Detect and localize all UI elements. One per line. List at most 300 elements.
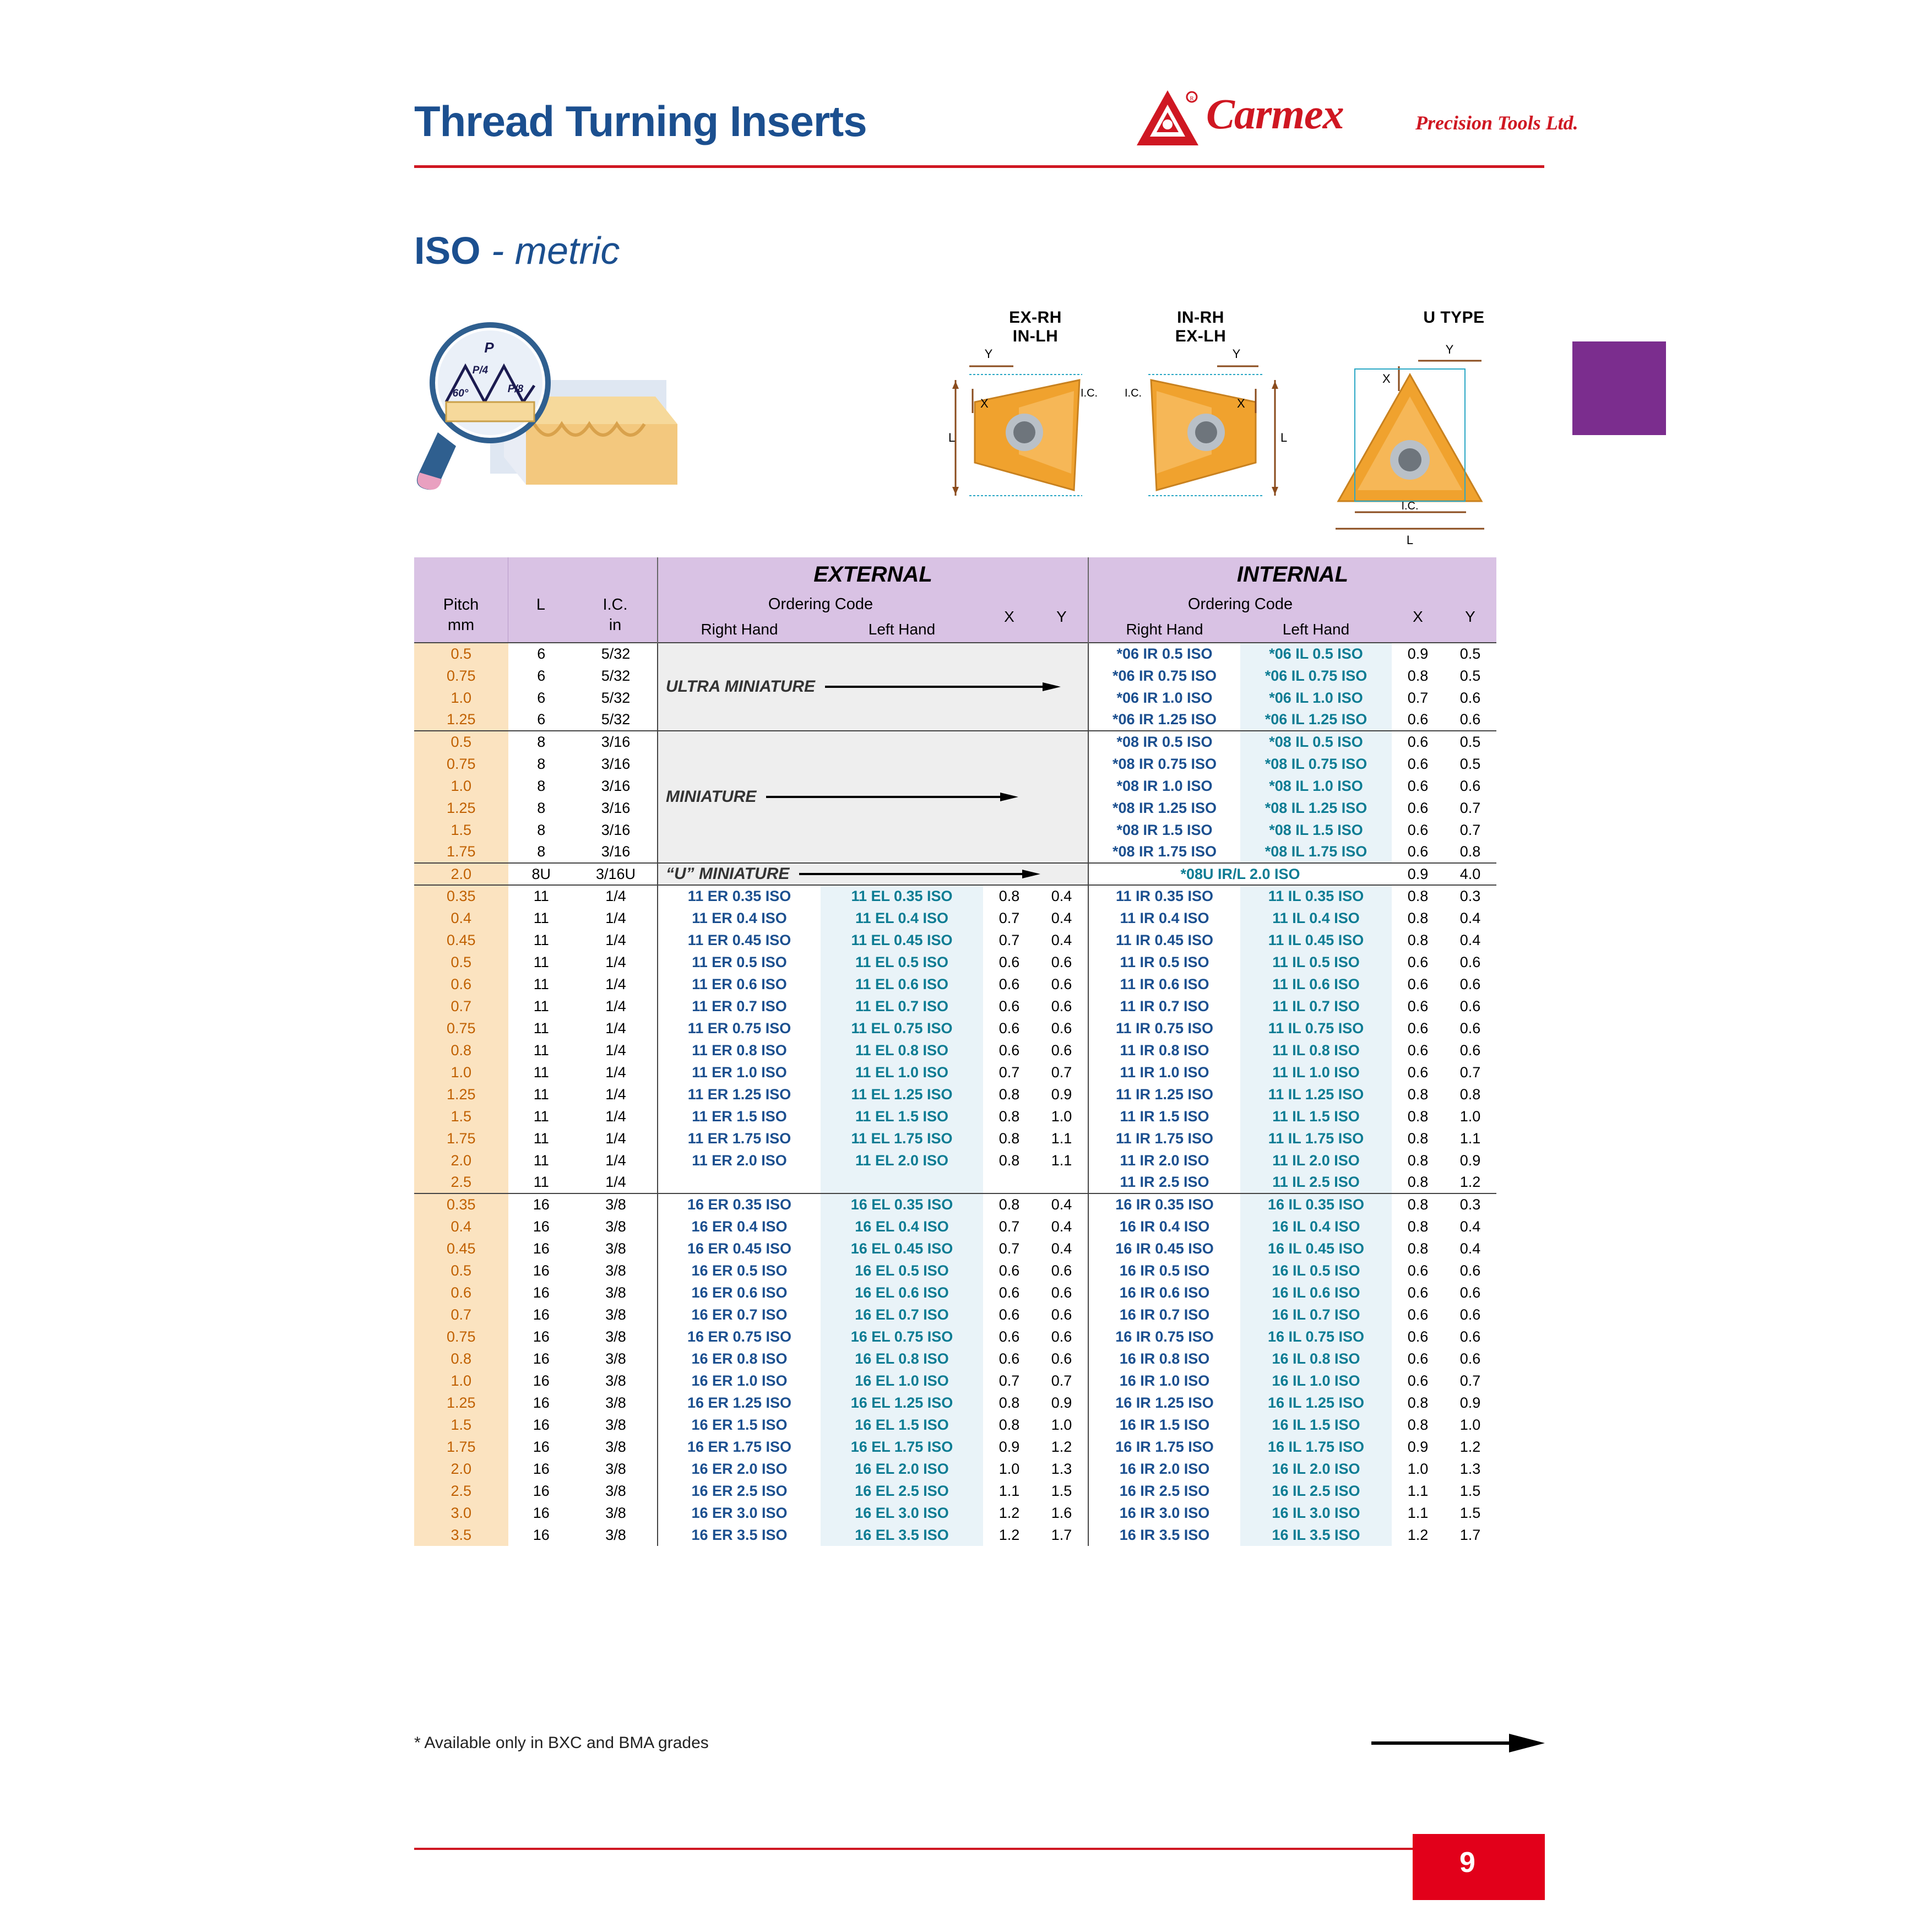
cell-external-x: 0.9	[983, 1436, 1035, 1458]
cell-external-y: 0.6	[1035, 1017, 1088, 1039]
table-row	[414, 1017, 1496, 1039]
cell-pitch: 0.5	[414, 1260, 508, 1282]
cell-internal-right-hand: *08 IR 1.0 ISO	[1088, 775, 1240, 797]
cell-external-x: 0.7	[983, 1061, 1035, 1083]
cell-internal-right-hand: 11 IR 0.75 ISO	[1088, 1017, 1240, 1039]
cell-l: 16	[508, 1193, 575, 1215]
table-row	[414, 1282, 1496, 1304]
cell-internal-y: 0.5	[1444, 753, 1496, 775]
cell-external-y: 0.6	[1035, 973, 1088, 995]
cell-external-right-hand: 16 ER 0.45 ISO	[658, 1238, 821, 1260]
cell-internal-y: 1.5	[1444, 1502, 1496, 1524]
cell-internal-right-hand: 16 IR 0.4 ISO	[1088, 1215, 1240, 1238]
table-row	[414, 1436, 1496, 1458]
page-number-box	[1413, 1834, 1545, 1900]
cell-l: 11	[508, 973, 575, 995]
table-row	[414, 1039, 1496, 1061]
cell-internal-right-hand: *08 IR 0.75 ISO	[1088, 753, 1240, 775]
cell-external-left-hand: 16 EL 3.5 ISO	[821, 1524, 983, 1546]
cell-external-left-hand: 16 EL 0.35 ISO	[821, 1193, 983, 1215]
table-row	[414, 1524, 1496, 1546]
cell-ic: 1/4	[574, 885, 658, 907]
cell-external-x: 0.7	[983, 1215, 1035, 1238]
cell-external-left-hand: 16 EL 0.75 ISO	[821, 1326, 983, 1348]
table-row	[414, 1127, 1496, 1149]
cell-external-right-hand: 16 ER 1.5 ISO	[658, 1414, 821, 1436]
svg-text:I.C.: I.C.	[1401, 500, 1419, 512]
cell-pitch: 1.0	[414, 1370, 508, 1392]
cell-l: 11	[508, 885, 575, 907]
cell-l: 8	[508, 753, 575, 775]
section-title-strong: ISO	[414, 229, 481, 272]
cell-pitch: 0.4	[414, 1215, 508, 1238]
cell-internal-y: 0.6	[1444, 1017, 1496, 1039]
cell-internal-x: 0.8	[1392, 1193, 1444, 1215]
cell-internal-x: 0.6	[1392, 775, 1444, 797]
cell-external-left-hand: 16 EL 1.5 ISO	[821, 1414, 983, 1436]
cell-internal-x: 0.8	[1392, 665, 1444, 687]
cell-pitch: 0.5	[414, 731, 508, 753]
cell-external-y: 1.2	[1035, 1436, 1088, 1458]
table-row	[414, 1370, 1496, 1392]
cell-l: 11	[508, 1149, 575, 1171]
cell-internal-x: 0.6	[1392, 1260, 1444, 1282]
table-row	[414, 995, 1496, 1017]
cell-external-right-hand: 11 ER 2.0 ISO	[658, 1149, 821, 1171]
cell-internal-left-hand: *08 IL 1.0 ISO	[1240, 775, 1392, 797]
header-divider	[414, 165, 1544, 168]
cell-internal-y: 0.7	[1444, 797, 1496, 819]
cell-ic: 3/8	[574, 1414, 658, 1436]
cell-internal-right-hand: 11 IR 0.4 ISO	[1088, 907, 1240, 929]
cell-internal-y: 1.2	[1444, 1436, 1496, 1458]
cell-external-right-hand: 16 ER 0.8 ISO	[658, 1348, 821, 1370]
cell-internal-right-hand: 16 IR 0.35 ISO	[1088, 1193, 1240, 1215]
cell-internal-y: 0.9	[1444, 1392, 1496, 1414]
table-row	[414, 1238, 1496, 1260]
cell-internal-y: 0.6	[1444, 973, 1496, 995]
cell-l: 11	[508, 1061, 575, 1083]
cell-external-y	[1035, 1171, 1088, 1193]
cell-internal-left-hand: 11 IL 1.75 ISO	[1240, 1127, 1392, 1149]
cell-internal-left-hand: 11 IL 1.25 ISO	[1240, 1083, 1392, 1105]
cell-external-x	[983, 1171, 1035, 1193]
cell-ic: 5/32	[574, 665, 658, 687]
cell-external-x: 0.7	[983, 1238, 1035, 1260]
table-row	[414, 1083, 1496, 1105]
cell-internal-left-hand: 16 IL 3.0 ISO	[1240, 1502, 1392, 1524]
cell-external-x: 0.8	[983, 1105, 1035, 1127]
carmex-logo-icon	[1135, 88, 1201, 149]
continue-arrow-icon	[1371, 1729, 1548, 1757]
table-row	[414, 929, 1496, 951]
cell-external-y: 0.6	[1035, 995, 1088, 1017]
cell-pitch: 0.7	[414, 1304, 508, 1326]
cell-internal-right-hand: 11 IR 1.5 ISO	[1088, 1105, 1240, 1127]
cell-external-y: 1.6	[1035, 1502, 1088, 1524]
cell-external-x: 1.1	[983, 1480, 1035, 1502]
cell-internal-x: 0.8	[1392, 907, 1444, 929]
thread-profile-diagram	[408, 314, 694, 529]
cell-internal-y: 0.4	[1444, 1215, 1496, 1238]
cell-external-right-hand: 16 ER 0.75 ISO	[658, 1326, 821, 1348]
table-row	[414, 1260, 1496, 1282]
group-label-ultra-miniature: ULTRA MINIATURE	[658, 643, 1088, 731]
cell-internal-x: 0.6	[1392, 709, 1444, 731]
cell-ic: 3/8	[574, 1436, 658, 1458]
cell-internal-left-hand: 11 IL 2.0 ISO	[1240, 1149, 1392, 1171]
cell-ic: 3/8	[574, 1502, 658, 1524]
cell-external-left-hand: 16 EL 0.5 ISO	[821, 1260, 983, 1282]
cell-external-x: 0.8	[983, 1414, 1035, 1436]
cell-internal-y: 0.5	[1444, 643, 1496, 665]
cell-external-y: 0.9	[1035, 1392, 1088, 1414]
cell-internal-x: 0.8	[1392, 1392, 1444, 1414]
cell-internal-x: 0.8	[1392, 1215, 1444, 1238]
cell-ic: 3/8	[574, 1524, 658, 1546]
cell-internal-y: 0.8	[1444, 841, 1496, 863]
table-row	[414, 1458, 1496, 1480]
cell-l: 11	[508, 907, 575, 929]
cell-l: 16	[508, 1238, 575, 1260]
cell-pitch: 3.0	[414, 1502, 508, 1524]
cell-internal-left-hand: 16 IL 2.0 ISO	[1240, 1458, 1392, 1480]
cell-internal-y: 0.4	[1444, 929, 1496, 951]
cell-ic: 1/4	[574, 907, 658, 929]
cell-internal-x: 0.6	[1392, 1282, 1444, 1304]
cell-l: 8	[508, 775, 575, 797]
cell-external-x: 0.6	[983, 1348, 1035, 1370]
cell-ic: 3/8	[574, 1282, 658, 1304]
cell-external-y: 1.0	[1035, 1414, 1088, 1436]
cell-external-left-hand: 11 EL 0.4 ISO	[821, 907, 983, 929]
cell-internal-right-hand: 11 IR 0.5 ISO	[1088, 951, 1240, 973]
cell-ic: 1/4	[574, 1039, 658, 1061]
cell-ic: 3/16	[574, 753, 658, 775]
cell-external-right-hand: 16 ER 0.7 ISO	[658, 1304, 821, 1326]
cell-pitch: 0.75	[414, 1326, 508, 1348]
table-row	[414, 1348, 1496, 1370]
cell-internal-x: 0.8	[1392, 1083, 1444, 1105]
cell-internal-x: 0.8	[1392, 1414, 1444, 1436]
cell-ic: 1/4	[574, 1017, 658, 1039]
cell-external-left-hand: 16 EL 1.25 ISO	[821, 1392, 983, 1414]
cell-pitch: 1.25	[414, 797, 508, 819]
cell-l: 16	[508, 1414, 575, 1436]
cell-external-y: 0.7	[1035, 1370, 1088, 1392]
cell-pitch: 1.75	[414, 1436, 508, 1458]
cell-pitch: 1.25	[414, 1083, 508, 1105]
cell-internal-y: 0.7	[1444, 819, 1496, 841]
cell-internal-y: 4.0	[1444, 863, 1496, 885]
cell-external-y: 1.3	[1035, 1458, 1088, 1480]
left-header-labels	[414, 596, 656, 634]
cell-external-left-hand: 16 EL 2.5 ISO	[821, 1480, 983, 1502]
svg-text:I.C.: I.C.	[1125, 387, 1142, 399]
insert-group-label-line2: EX-LH	[1175, 327, 1227, 345]
cell-internal-right-hand: 11 IR 0.7 ISO	[1088, 995, 1240, 1017]
cell-pitch: 2.0	[414, 863, 508, 885]
table-row	[414, 1414, 1496, 1436]
cell-l: 11	[508, 1127, 575, 1149]
cell-internal-x: 0.6	[1392, 1326, 1444, 1348]
cell-ic: 1/4	[574, 1171, 658, 1193]
cell-external-x: 0.7	[983, 1370, 1035, 1392]
table-row	[414, 1502, 1496, 1524]
cell-external-right-hand: 11 ER 1.25 ISO	[658, 1083, 821, 1105]
table-row	[414, 973, 1496, 995]
cell-l: 8	[508, 819, 575, 841]
table-row	[414, 1392, 1496, 1414]
cell-internal-right-hand: 11 IR 2.0 ISO	[1088, 1149, 1240, 1171]
insert-group-u-type	[1366, 308, 1542, 327]
cell-ic: 3/8	[574, 1348, 658, 1370]
cell-pitch: 0.75	[414, 665, 508, 687]
cell-external-left-hand: 11 EL 0.8 ISO	[821, 1039, 983, 1061]
cell-external-y: 0.7	[1035, 1061, 1088, 1083]
cell-external-x: 0.6	[983, 1282, 1035, 1304]
cell-internal-x: 0.8	[1392, 1238, 1444, 1260]
cell-internal-x: 0.6	[1392, 1017, 1444, 1039]
cell-external-x: 1.2	[983, 1502, 1035, 1524]
cell-pitch: 0.6	[414, 1282, 508, 1304]
cell-internal-left-hand: 16 IL 0.6 ISO	[1240, 1282, 1392, 1304]
cell-ic: 1/4	[574, 995, 658, 1017]
cell-external-right-hand: 16 ER 0.6 ISO	[658, 1282, 821, 1304]
cell-internal-x: 0.6	[1392, 841, 1444, 863]
cell-external-y: 0.6	[1035, 1326, 1088, 1348]
cell-internal-y: 0.8	[1444, 1083, 1496, 1105]
cell-external-x: 0.8	[983, 1392, 1035, 1414]
cell-internal-right-hand: *06 IR 1.0 ISO	[1088, 687, 1240, 709]
group-label-u-miniature: “U” MINIATURE	[658, 863, 1088, 885]
cell-ic: 3/16	[574, 731, 658, 753]
cell-external-right-hand: 11 ER 1.75 ISO	[658, 1127, 821, 1149]
cell-external-left-hand: 16 EL 0.8 ISO	[821, 1348, 983, 1370]
label-P8: P/8	[507, 383, 524, 395]
cell-pitch: 0.75	[414, 753, 508, 775]
cell-internal-x: 0.6	[1392, 819, 1444, 841]
cell-internal-right-hand: 16 IR 0.75 ISO	[1088, 1326, 1240, 1348]
cell-internal-x: 1.1	[1392, 1502, 1444, 1524]
cell-internal-right-hand: *08 IR 1.75 ISO	[1088, 841, 1240, 863]
cell-internal-right-hand: 11 IR 0.35 ISO	[1088, 885, 1240, 907]
insert-group-label-line1: U TYPE	[1423, 308, 1485, 327]
cell-internal-x: 0.6	[1392, 1304, 1444, 1326]
cell-internal-right-hand: 16 IR 3.0 ISO	[1088, 1502, 1240, 1524]
cell-internal-right-hand: 16 IR 0.5 ISO	[1088, 1260, 1240, 1282]
label-L: L	[948, 431, 956, 444]
cell-pitch: 0.35	[414, 885, 508, 907]
cell-pitch: 2.0	[414, 1458, 508, 1480]
cell-internal-x: 0.8	[1392, 1127, 1444, 1149]
cell-internal-left-hand: 11 IL 0.4 ISO	[1240, 907, 1392, 929]
cell-internal-left-hand: 16 IL 0.45 ISO	[1240, 1238, 1392, 1260]
cell-internal-left-hand: *06 IL 1.0 ISO	[1240, 687, 1392, 709]
insert-group-label-line1: EX-RH	[1009, 308, 1062, 327]
cell-external-left-hand: 11 EL 1.5 ISO	[821, 1105, 983, 1127]
insert-group-label-line2: IN-LH	[1012, 327, 1059, 345]
cell-external-y: 0.4	[1035, 907, 1088, 929]
cell-ic: 3/8	[574, 1458, 658, 1480]
cell-internal-x: 0.9	[1392, 863, 1444, 885]
group-label-miniature: MINIATURE	[658, 731, 1088, 863]
cell-pitch: 0.5	[414, 951, 508, 973]
cell-l: 16	[508, 1260, 575, 1282]
cell-internal-y: 0.7	[1444, 1061, 1496, 1083]
group-arrow-icon	[766, 791, 1019, 802]
cell-l: 8	[508, 841, 575, 863]
cell-internal-x: 0.8	[1392, 929, 1444, 951]
cell-internal-x: 0.7	[1392, 687, 1444, 709]
cell-ic: 3/16	[574, 775, 658, 797]
cell-external-y: 1.5	[1035, 1480, 1088, 1502]
cell-external-x: 0.6	[983, 1017, 1035, 1039]
cell-external-x: 0.6	[983, 995, 1035, 1017]
footnote: * Available only in BXC and BMA grades	[414, 1734, 709, 1752]
cell-internal-x: 0.8	[1392, 1105, 1444, 1127]
cell-external-y: 0.6	[1035, 1039, 1088, 1061]
cell-internal-right-hand: 16 IR 2.0 ISO	[1088, 1458, 1240, 1480]
cell-external-left-hand: 16 EL 0.6 ISO	[821, 1282, 983, 1304]
cell-pitch: 1.5	[414, 1414, 508, 1436]
cell-l: 11	[508, 1017, 575, 1039]
cell-l: 16	[508, 1480, 575, 1502]
cell-internal-right-hand: 16 IR 0.45 ISO	[1088, 1238, 1240, 1260]
cell-internal-y: 0.6	[1444, 709, 1496, 731]
cell-external-y: 0.6	[1035, 1348, 1088, 1370]
cell-internal-right-hand: 16 IR 1.25 ISO	[1088, 1392, 1240, 1414]
cell-internal-y: 0.5	[1444, 665, 1496, 687]
cell-pitch: 0.4	[414, 907, 508, 929]
cell-external-right-hand: 11 ER 0.5 ISO	[658, 951, 821, 973]
cell-pitch: 0.8	[414, 1039, 508, 1061]
cell-internal-x: 1.2	[1392, 1524, 1444, 1546]
header-external: EXTERNAL	[658, 557, 1088, 591]
cell-internal-right-hand: 11 IR 0.6 ISO	[1088, 973, 1240, 995]
cell-external-y: 1.1	[1035, 1149, 1088, 1171]
cell-pitch: 1.25	[414, 1392, 508, 1414]
header-pitch: Pitch	[443, 596, 479, 614]
cell-internal-left-hand: *08 IL 1.75 ISO	[1240, 841, 1392, 863]
cell-pitch: 0.7	[414, 995, 508, 1017]
cell-l: 16	[508, 1370, 575, 1392]
cell-external-right-hand: 11 ER 0.45 ISO	[658, 929, 821, 951]
cell-internal-right-hand: 16 IR 3.5 ISO	[1088, 1524, 1240, 1546]
cell-pitch: 2.5	[414, 1480, 508, 1502]
cell-pitch: 2.0	[414, 1149, 508, 1171]
cell-internal-left-hand: 16 IL 1.25 ISO	[1240, 1392, 1392, 1414]
cell-ic: 1/4	[574, 1149, 658, 1171]
cell-l: 6	[508, 687, 575, 709]
cell-internal-y: 1.0	[1444, 1414, 1496, 1436]
cell-l: 8	[508, 797, 575, 819]
label-Y: Y	[984, 347, 993, 361]
cell-external-x: 0.8	[983, 1127, 1035, 1149]
cell-internal-right-hand: 16 IR 0.7 ISO	[1088, 1304, 1240, 1326]
cell-external-x: 0.7	[983, 907, 1035, 929]
table-row	[414, 643, 1496, 665]
cell-internal-left-hand: 11 IL 0.6 ISO	[1240, 973, 1392, 995]
cell-external-left-hand: 11 EL 0.6 ISO	[821, 973, 983, 995]
insert-group-label-line1: IN-RH	[1177, 308, 1224, 327]
cell-internal-right-hand: 11 IR 0.8 ISO	[1088, 1039, 1240, 1061]
cell-external-right-hand: 11 ER 0.6 ISO	[658, 973, 821, 995]
cell-external-left-hand: 11 EL 0.5 ISO	[821, 951, 983, 973]
cell-internal-y: 1.0	[1444, 1105, 1496, 1127]
cell-internal-left-hand: 11 IL 1.5 ISO	[1240, 1105, 1392, 1127]
svg-text:R: R	[1190, 95, 1194, 102]
cell-pitch: 1.0	[414, 1061, 508, 1083]
cell-external-left-hand	[821, 1171, 983, 1193]
cell-internal-y: 0.4	[1444, 907, 1496, 929]
cell-ic: 3/16U	[574, 863, 658, 885]
cell-external-left-hand: 11 EL 0.45 ISO	[821, 929, 983, 951]
section-title	[414, 229, 620, 273]
header-right-hand-int: Right Hand	[1088, 617, 1240, 643]
cell-pitch: 1.0	[414, 687, 508, 709]
cell-ic: 3/8	[574, 1326, 658, 1348]
cell-internal-right-hand: *08 IR 1.25 ISO	[1088, 797, 1240, 819]
cell-internal-left-hand: 16 IL 0.7 ISO	[1240, 1304, 1392, 1326]
cell-ic: 3/8	[574, 1480, 658, 1502]
cell-internal-x: 0.6	[1392, 797, 1444, 819]
cell-internal-left-hand: 16 IL 0.5 ISO	[1240, 1260, 1392, 1282]
cell-external-left-hand: 11 EL 2.0 ISO	[821, 1149, 983, 1171]
label-X: X	[980, 397, 989, 410]
svg-text:L: L	[1280, 431, 1288, 444]
cell-internal-left-hand: *08 IL 1.5 ISO	[1240, 819, 1392, 841]
cell-internal-x: 0.6	[1392, 731, 1444, 753]
cell-internal-left-hand: 11 IL 0.7 ISO	[1240, 995, 1392, 1017]
inserts-table	[414, 557, 1496, 1546]
cell-ic: 1/4	[574, 1083, 658, 1105]
cell-l: 16	[508, 1282, 575, 1304]
cell-pitch: 1.75	[414, 1127, 508, 1149]
cell-pitch: 1.5	[414, 819, 508, 841]
cell-internal-right-hand: *06 IR 0.75 ISO	[1088, 665, 1240, 687]
table-row	[414, 1149, 1496, 1171]
cell-pitch: 0.75	[414, 1017, 508, 1039]
cell-internal-y: 0.6	[1444, 1326, 1496, 1348]
header-ordering-code-int: Ordering Code	[1088, 591, 1392, 617]
cell-external-y: 1.1	[1035, 1127, 1088, 1149]
cell-external-x: 1.0	[983, 1458, 1035, 1480]
cell-external-x: 0.8	[983, 1149, 1035, 1171]
cell-internal-x: 0.9	[1392, 1436, 1444, 1458]
cell-l: 11	[508, 929, 575, 951]
header-right-hand-ext: Right Hand	[658, 617, 821, 643]
cell-internal-right-hand: 16 IR 0.8 ISO	[1088, 1348, 1240, 1370]
cell-external-y: 0.4	[1035, 1193, 1088, 1215]
cell-internal-right-hand: 16 IR 0.6 ISO	[1088, 1282, 1240, 1304]
cell-pitch: 0.45	[414, 1238, 508, 1260]
cell-external-right-hand: 11 ER 1.5 ISO	[658, 1105, 821, 1127]
cell-l: 11	[508, 995, 575, 1017]
cell-internal-left-hand: 11 IL 2.5 ISO	[1240, 1171, 1392, 1193]
header-left-hand-ext: Left Hand	[821, 617, 983, 643]
cell-external-left-hand: 11 EL 1.25 ISO	[821, 1083, 983, 1105]
cell-internal-left-hand: 11 IL 0.8 ISO	[1240, 1039, 1392, 1061]
cell-internal-x: 0.6	[1392, 951, 1444, 973]
table-header-row-1	[414, 557, 1496, 591]
cell-external-left-hand: 16 EL 1.0 ISO	[821, 1370, 983, 1392]
header-left-hand-int: Left Hand	[1240, 617, 1392, 643]
cell-internal-x: 0.6	[1392, 1348, 1444, 1370]
cell-internal-x: 1.0	[1392, 1458, 1444, 1480]
cell-external-x: 0.6	[983, 1326, 1035, 1348]
cell-internal-y: 0.6	[1444, 1304, 1496, 1326]
